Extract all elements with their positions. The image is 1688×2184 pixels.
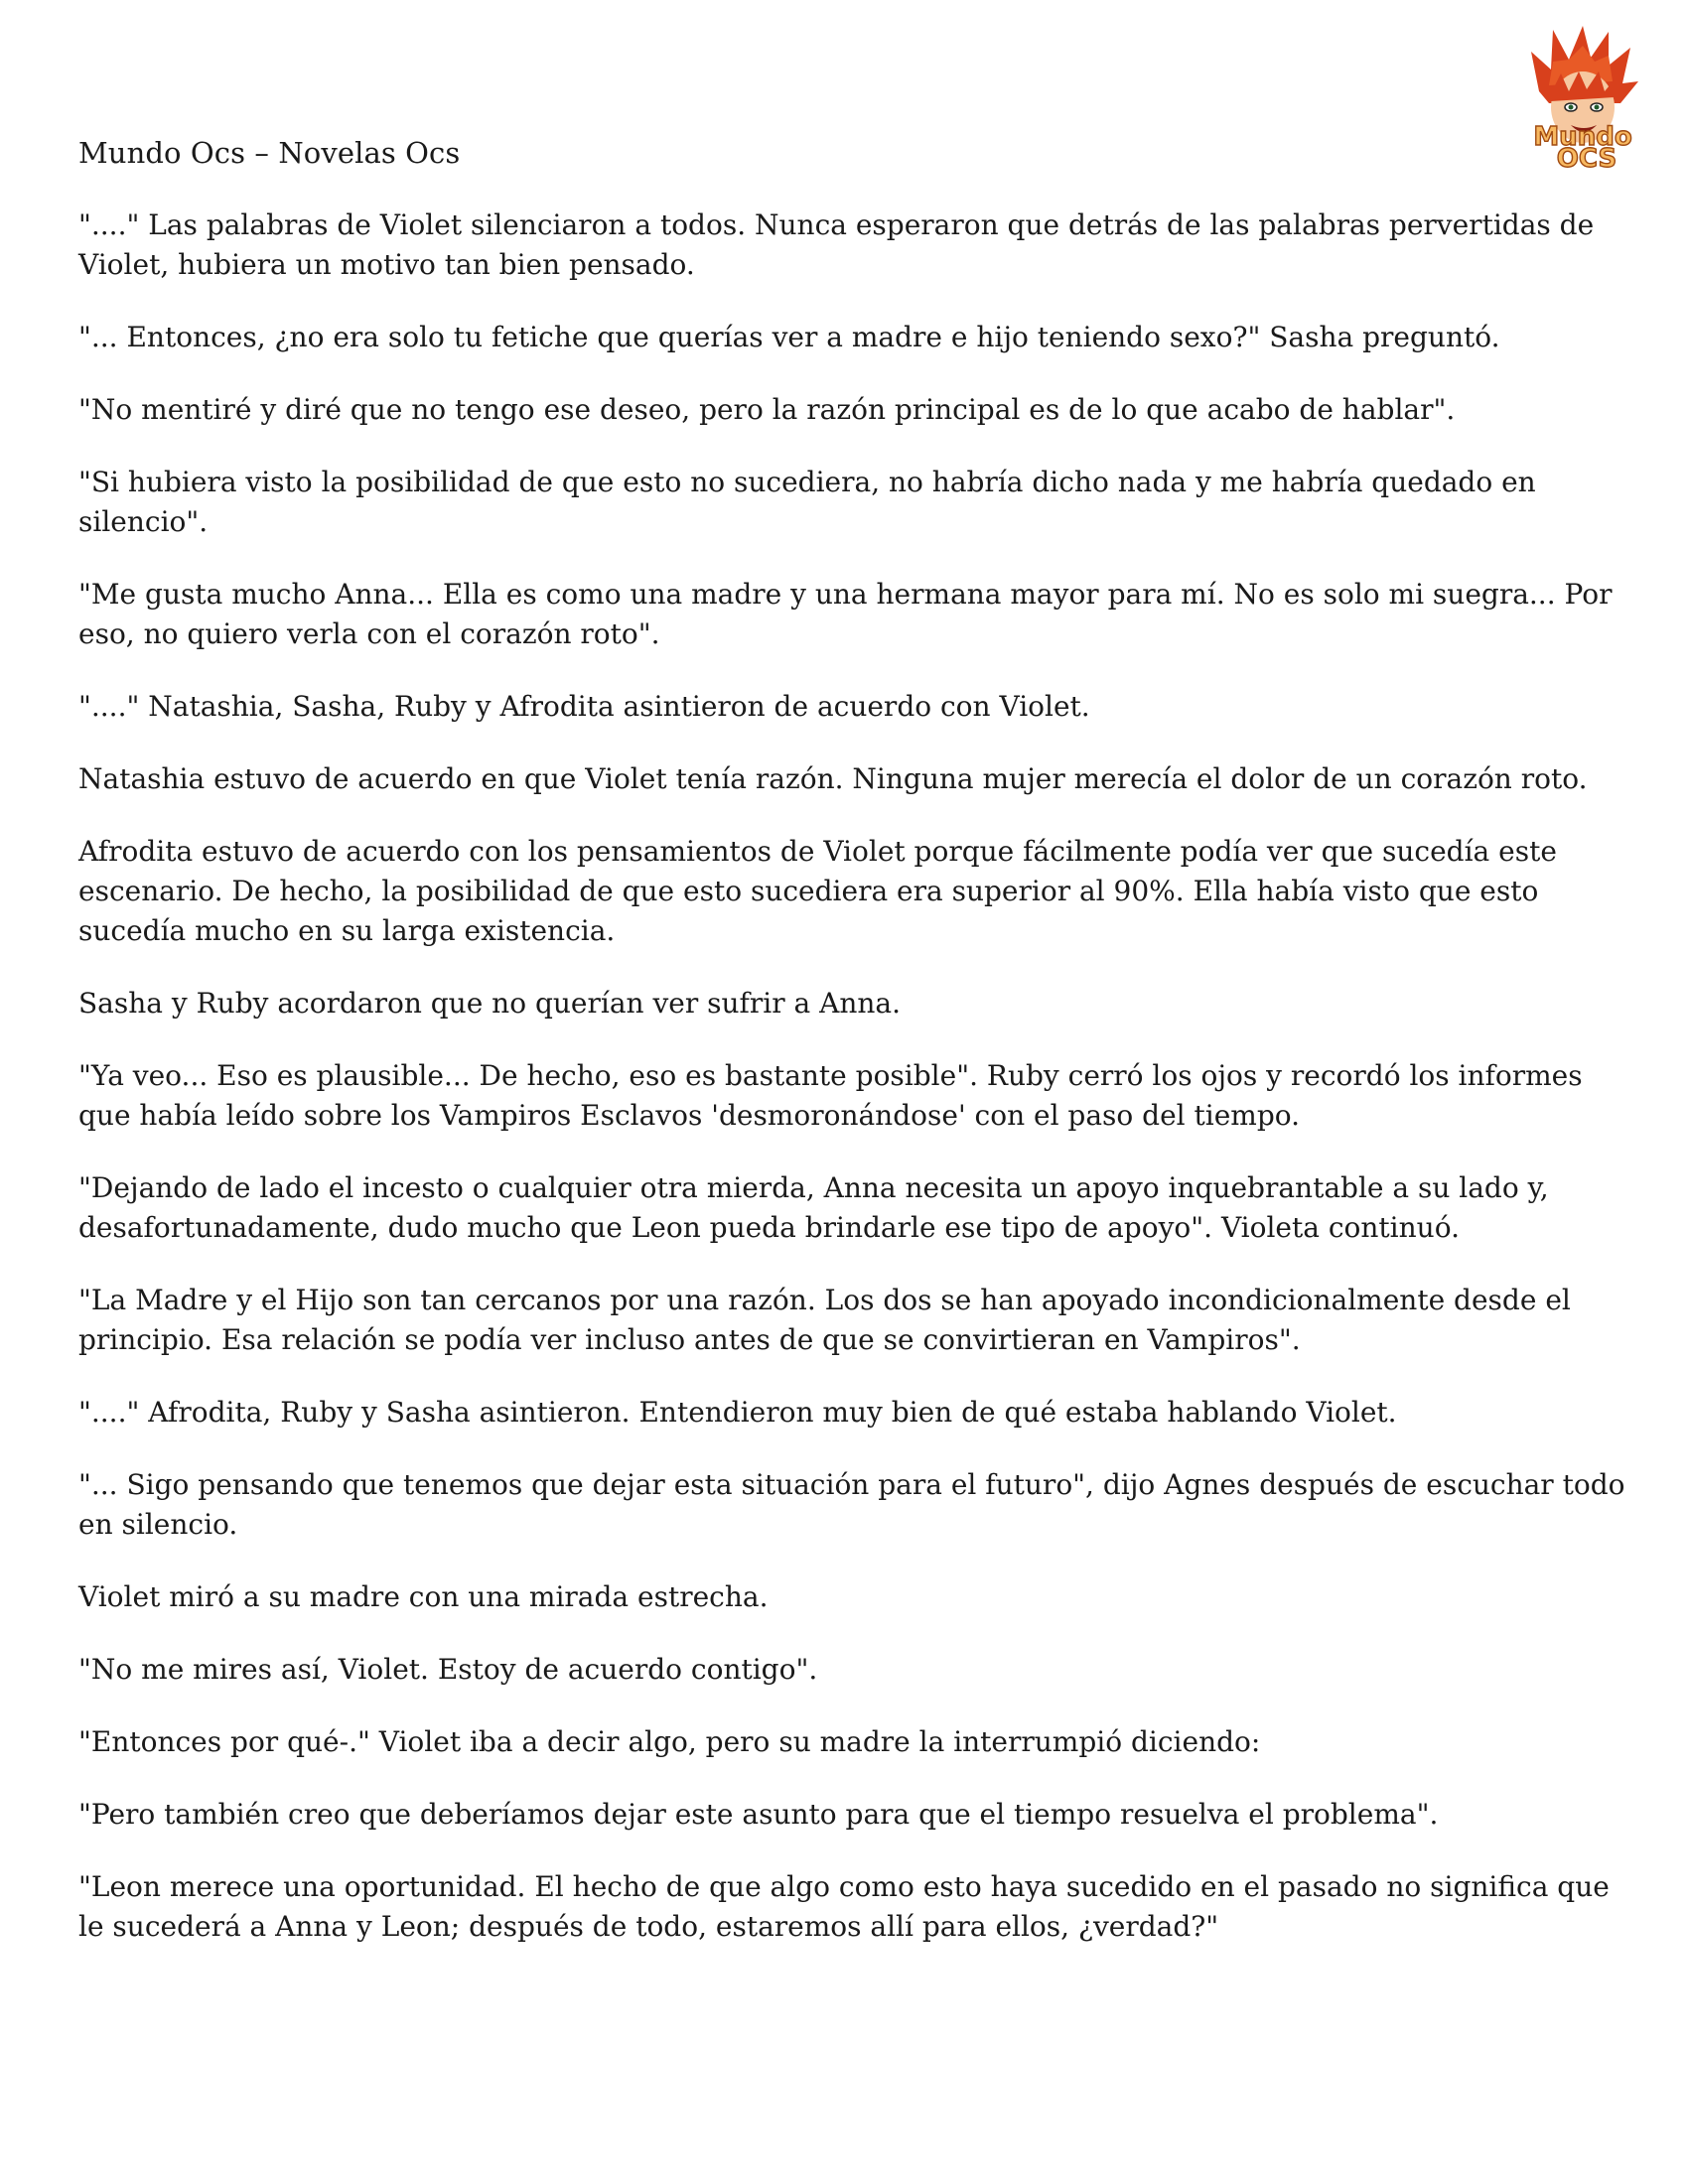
- paragraph: "No me mires así, Violet. Estoy de acuerdo contigo".: [78, 1653, 818, 1686]
- mascot-logo-icon: [1509, 22, 1656, 171]
- paragraph: Sasha y Ruby acordaron que no querían ver sufrir a Anna.: [78, 987, 902, 1020]
- body-text: [78, 205, 1627, 1979]
- logo-text-ocs: OCS: [1556, 144, 1618, 171]
- paragraph: "Ya veo... Eso es plausible... De hecho, eso es bastante posible". Ruby cerró los ojos y recordó los informes que había leído sobre los Vampiros Esclavos 'desmoronándose' con el paso del tiempo.: [78, 1059, 1583, 1132]
- paragraph: "... Sigo pensando que tenemos que dejar esta situación para el futuro", dijo Agnes después de escuchar todo en silencio.: [78, 1468, 1625, 1541]
- mundo-ocs-logo: [1509, 22, 1656, 171]
- logo-wordmark: [1533, 122, 1631, 171]
- paragraph: "... Entonces, ¿no era solo tu fetiche que querías ver a madre e hijo teniendo sexo?" Sasha preguntó.: [78, 321, 1500, 353]
- paragraph: "...." Natashia, Sasha, Ruby y Afrodita asintieron de acuerdo con Violet.: [78, 690, 1090, 723]
- paragraph: Violet miró a su madre con una mirada estrecha.: [78, 1580, 769, 1613]
- paragraph: "No mentiré y diré que no tengo ese deseo, pero la razón principal es de lo que acabo de hablar".: [78, 393, 1456, 426]
- paragraph: Natashia estuvo de acuerdo en que Violet tenía razón. Ninguna mujer merecía el dolor de un corazón roto.: [78, 762, 1588, 795]
- paragraph: "Entonces por qué-." Violet iba a decir algo, pero su madre la interrumpió diciendo:: [78, 1725, 1261, 1758]
- page-header: Mundo Ocs – Novelas Ocs: [78, 136, 461, 170]
- logo-text-mundo: Mundo: [1533, 122, 1632, 152]
- paragraph: "Me gusta mucho Anna... Ella es como una madre y una hermana mayor para mí. No es solo mi suegra... Por eso, no quiero verla con el corazón roto".: [78, 578, 1613, 650]
- paragraph: "Leon merece una oportunidad. El hecho de que algo como esto haya sucedido en el pasado no significa que le sucederá a Anna y Leon; después de todo, estaremos allí para ellos, ¿verdad?": [78, 1870, 1610, 1943]
- paragraph: "...." Las palabras de Violet silenciaron a todos. Nunca esperaron que detrás de las palabras pervertidas de Violet, hubiera un motivo tan bien pensado.: [78, 208, 1595, 281]
- paragraph: Afrodita estuvo de acuerdo con los pensamientos de Violet porque fácilmente podía ver que sucedía este escenario. De hecho, la posibilidad de que esto sucediera era superior al 90%. Ella había visto que esto sucedía mucho en su larga existencia.: [78, 835, 1557, 947]
- paragraph: "La Madre y el Hijo son tan cercanos por una razón. Los dos se han apoyado incondicionalmente desde el principio. Esa relación se podía ver incluso antes de que se convirtieran en Vampiros".: [78, 1284, 1571, 1356]
- paragraph: "Si hubiera visto la posibilidad de que esto no sucediera, no habría dicho nada y me habría quedado en silencio".: [78, 466, 1536, 538]
- paragraph: "...." Afrodita, Ruby y Sasha asintieron. Entendieron muy bien de qué estaba hablando Violet.: [78, 1396, 1397, 1429]
- paragraph: "Pero también creo que deberíamos dejar este asunto para que el tiempo resuelva el problema".: [78, 1798, 1439, 1831]
- paragraph: "Dejando de lado el incesto o cualquier otra mierda, Anna necesita un apoyo inquebrantable a su lado y, desafortunadamente, dudo mucho que Leon pueda brindarle ese tipo de apoyo". Violeta continuó.: [78, 1171, 1549, 1244]
